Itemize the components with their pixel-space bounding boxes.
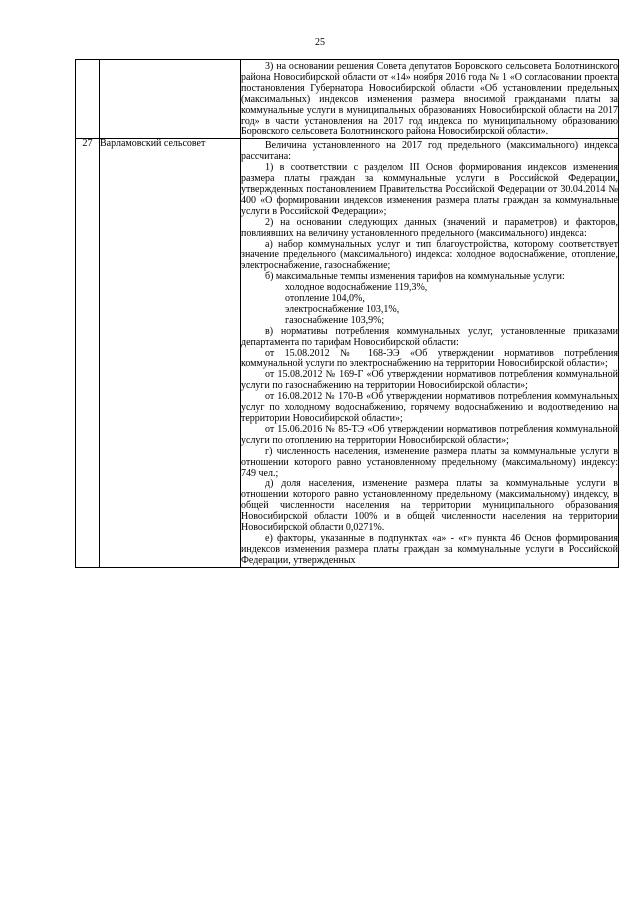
municipality-index-table [75,59,619,568]
municipality-name-cell: Варламовский сельсовет [100,139,241,567]
paragraph: д) доля населения, изменение размера платы за коммунальные услуги в отношении которого равно установленному предельному (максимальному) индексу, в общей численности населения на территории муниципального образования Новосибирской области 100% и в общей численности населения на территории Новосибирской области 0,0271%. [241,478,618,534]
justification-cell [241,60,619,139]
table-row [76,60,619,139]
tariff-item: газоснабжение 103,9%; [285,314,385,326]
paragraph: от 15.06.2016 № 85-ТЭ «Об утверждении нормативов потребления коммунальной услуги по отоплению на территории Новосибирской области»; [241,423,618,446]
paragraph: г) численность населения, изменение размера платы за коммунальные услуги в отношении которого равно установленному предельному (максимальному) индексу: 749 чел.; [241,445,618,479]
justification-cell [241,139,619,567]
page-number: 25 [315,37,325,48]
tariff-item: холодное водоснабжение 119,3%, [285,282,428,294]
table-row [76,139,619,567]
municipality-name-cell [100,60,241,139]
tariff-item: отопление 104,0%, [285,293,365,305]
tariff-item: электроснабжение 103,1%, [285,303,400,315]
paragraph: от 15.08.2012 № 169-Г «Об утверждении нормативов потребления коммунальной услуги по газоснабжению на территории Новосибирской области»; [241,369,618,392]
paragraph: е) факторы, указанные в подпунктах «а» - «г» пункта 46 Основ формирования индексов изменения размера платы граждан за коммунальные услуги в Российской Федерации, утвержденных [241,532,618,566]
paragraph: 2) на основании следующих данных (значений и параметров) и факторов, повлиявших на величину установленного предельного (максимального) индекса: [241,216,618,239]
paragraph: 1) в соответствии с разделом III Основ формирования индексов изменения размера платы граждан за коммунальные услуги в Российской Федерации, утвержденных постановлением Правительства Российской Федерации от 30.04.2014 № 400 «О формировании индексов изменения размера платы граждан за коммунальные услуги в Российской Федерации»; [241,162,618,217]
paragraph: б) максимальные темпы изменения тарифов на коммунальные услуги: [265,271,565,283]
paragraph: Величина установленного на 2017 год предельного (максимального) индекса рассчитана: [241,140,618,163]
paragraph: а) набор коммунальных услуг и тип благоустройства, которому соответствует значение предельного (максимального) индекса: холодное водоснабжение, отопление, электроснабжение, газоснабжение; [241,238,618,272]
paragraph: 3) на основании решения Совета депутатов Боровского сельсовета Болотнинского района Новосибирской области от «14» ноября 2016 года № 1 «О согласовании проекта постановления Губернатора Новосибирской области «Об установлении предельных (максимальных) индексов изменения размера вносимой гражданами платы за коммунальные услуги в муниципальных образованиях Новосибирской области на 2017 год» в части установления на 2017 год индекса по муниципальному образованию Боровского сельсовета Болотнинского района Новосибирской области». [241,61,618,138]
row-number-cell [76,60,100,139]
row-number-cell: 27 [76,139,100,567]
paragraph: в) нормативы потребления коммунальных услуг, установленные приказами департамента по тарифам Новосибирской области: [241,325,618,348]
paragraph: от 16.08.2012 № 170-В «Об утверждении нормативов потребления коммунальных услуг по холодному водоснабжению, горячему водоснабжению и водоотведению на территории Новосибирской области»; [241,391,618,424]
paragraph: от 15.08.2012 № 168-ЭЭ «Об утверждении нормативов потребления коммунальной услуги по электроснабжению на территории Новосибирской области»; [241,347,618,370]
